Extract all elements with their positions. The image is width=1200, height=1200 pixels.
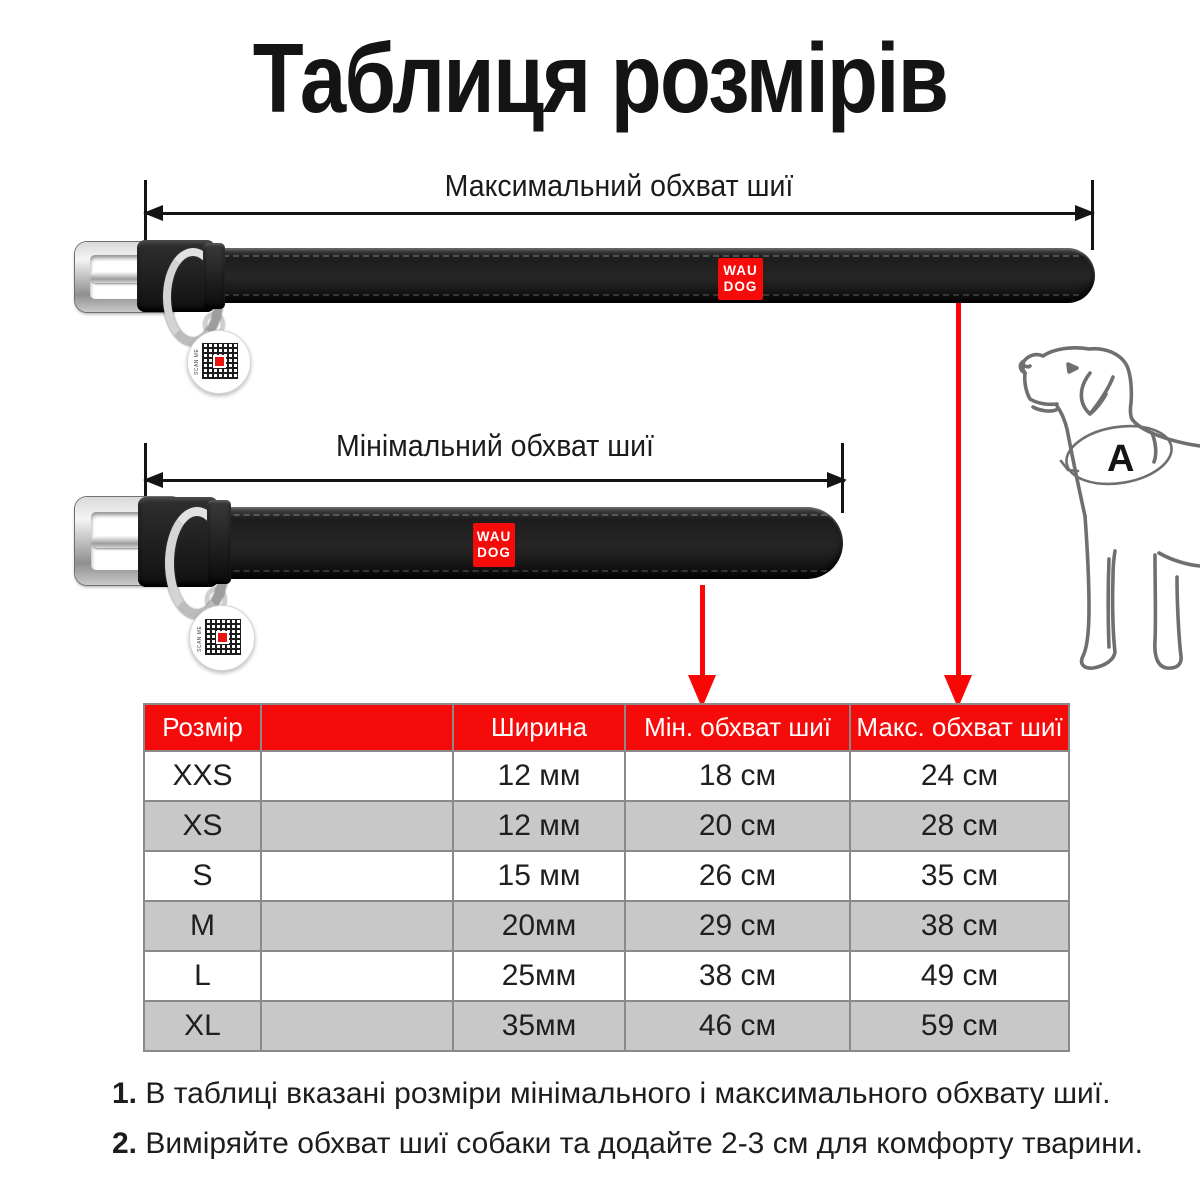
dog-muzzle — [1025, 373, 1057, 411]
pointer-arrow-min-icon — [688, 585, 716, 708]
dog-shoulder-back — [1132, 419, 1200, 446]
table-row — [144, 901, 1069, 951]
keeper-loop — [203, 243, 225, 309]
width-cell: 12 мм — [453, 801, 625, 851]
size-cell: L — [144, 951, 261, 1001]
max-neck-label: Максимальний обхват шиї — [444, 168, 794, 203]
min-neck-cell: 38 см — [625, 951, 850, 1001]
width-cell: 35мм — [453, 1001, 625, 1051]
brand-line2: DOG — [723, 279, 758, 294]
header-photo — [261, 704, 453, 751]
size-cell: XL — [144, 1001, 261, 1051]
min-neck-cell: 18 см — [625, 751, 850, 801]
dog-chest-line — [1152, 433, 1156, 462]
keeper-loop — [207, 500, 231, 584]
max-neck-cell: 38 см — [850, 901, 1069, 951]
max-neck-cell: 35 см — [850, 851, 1069, 901]
min-neck-label: Мінімальний обхват шиї — [335, 428, 654, 463]
qr-center-dot — [215, 357, 224, 366]
photo-cell — [261, 751, 453, 801]
dog-illustration — [1005, 333, 1200, 678]
max-neck-cell: 24 см — [850, 751, 1069, 801]
scan-me-text: SCAN ME — [197, 625, 203, 652]
footnote-2 — [112, 1127, 1143, 1161]
neck-measure-letter: A — [1107, 438, 1135, 480]
table-header-row — [144, 704, 1069, 751]
arrowhead-right-icon — [827, 472, 847, 488]
min-dimension-arrow — [145, 479, 845, 482]
dog-rear-leg — [1155, 555, 1181, 668]
scan-me-text: SCAN ME — [194, 348, 200, 375]
footnote-2-number: 2. — [112, 1127, 138, 1160]
size-cell: XS — [144, 801, 261, 851]
footnote-1-text: В таблиці вказані розміри мінімального і максимального обхвату шиї. — [137, 1077, 1111, 1110]
header-max-neck: Макс. обхват шиї — [850, 704, 1069, 751]
min-neck-cell: 46 см — [625, 1001, 850, 1051]
photo-cell — [261, 801, 453, 851]
size-table — [143, 703, 1070, 1052]
photo-cell — [261, 851, 453, 901]
header-min-neck: Мін. обхват шиї — [625, 704, 850, 751]
dog-ear — [1081, 373, 1113, 414]
photo-cell — [261, 951, 453, 1001]
width-cell: 15 мм — [453, 851, 625, 901]
table-row — [144, 751, 1069, 801]
photo-cell — [261, 901, 453, 951]
width-cell: 20мм — [453, 901, 625, 951]
qr-id-tag — [189, 605, 255, 671]
max-neck-cell: 49 см — [850, 951, 1069, 1001]
max-neck-cell: 59 см — [850, 1001, 1069, 1051]
header-size: Розмір — [144, 704, 261, 751]
brand-line1: WAU — [723, 263, 758, 279]
page-title: Таблиця розмірів — [252, 23, 948, 133]
footnote-1-number: 1. — [112, 1077, 138, 1110]
width-cell: 25мм — [453, 951, 625, 1001]
waudog-brand-label — [473, 523, 515, 567]
qr-id-tag — [187, 330, 251, 394]
waudog-brand-label — [718, 258, 763, 300]
table-row — [144, 801, 1069, 851]
photo-cell — [261, 1001, 453, 1051]
pointer-arrow-max-icon — [944, 300, 972, 708]
footnote-2-text: Виміряйте обхват шиї собаки та додайте 2-3 см для комфорту тварини. — [137, 1127, 1143, 1160]
size-cell: M — [144, 901, 261, 951]
table-row — [144, 851, 1069, 901]
table-row — [144, 1001, 1069, 1051]
collar-stitching — [153, 255, 1079, 296]
collar-min-illustration — [75, 495, 865, 675]
max-neck-cell: 28 см — [850, 801, 1069, 851]
min-neck-cell: 29 см — [625, 901, 850, 951]
dog-belly-line — [1159, 553, 1200, 566]
max-dimension-arrow — [145, 212, 1093, 215]
brand-line1: WAU — [476, 529, 512, 545]
dog-eye — [1068, 364, 1077, 372]
footnote-1 — [112, 1077, 1110, 1111]
size-cell: XXS — [144, 751, 261, 801]
brand-line2: DOG — [477, 545, 511, 560]
min-neck-cell: 26 см — [625, 851, 850, 901]
dog-leg-inner — [1108, 559, 1109, 647]
collar-strap — [139, 248, 1095, 303]
qr-center-dot — [218, 633, 227, 642]
size-cell: S — [144, 851, 261, 901]
width-cell: 12 мм — [453, 751, 625, 801]
min-neck-cell: 20 см — [625, 801, 850, 851]
table-row — [144, 951, 1069, 1001]
header-width: Ширина — [453, 704, 625, 751]
dog-nose — [1023, 361, 1030, 373]
